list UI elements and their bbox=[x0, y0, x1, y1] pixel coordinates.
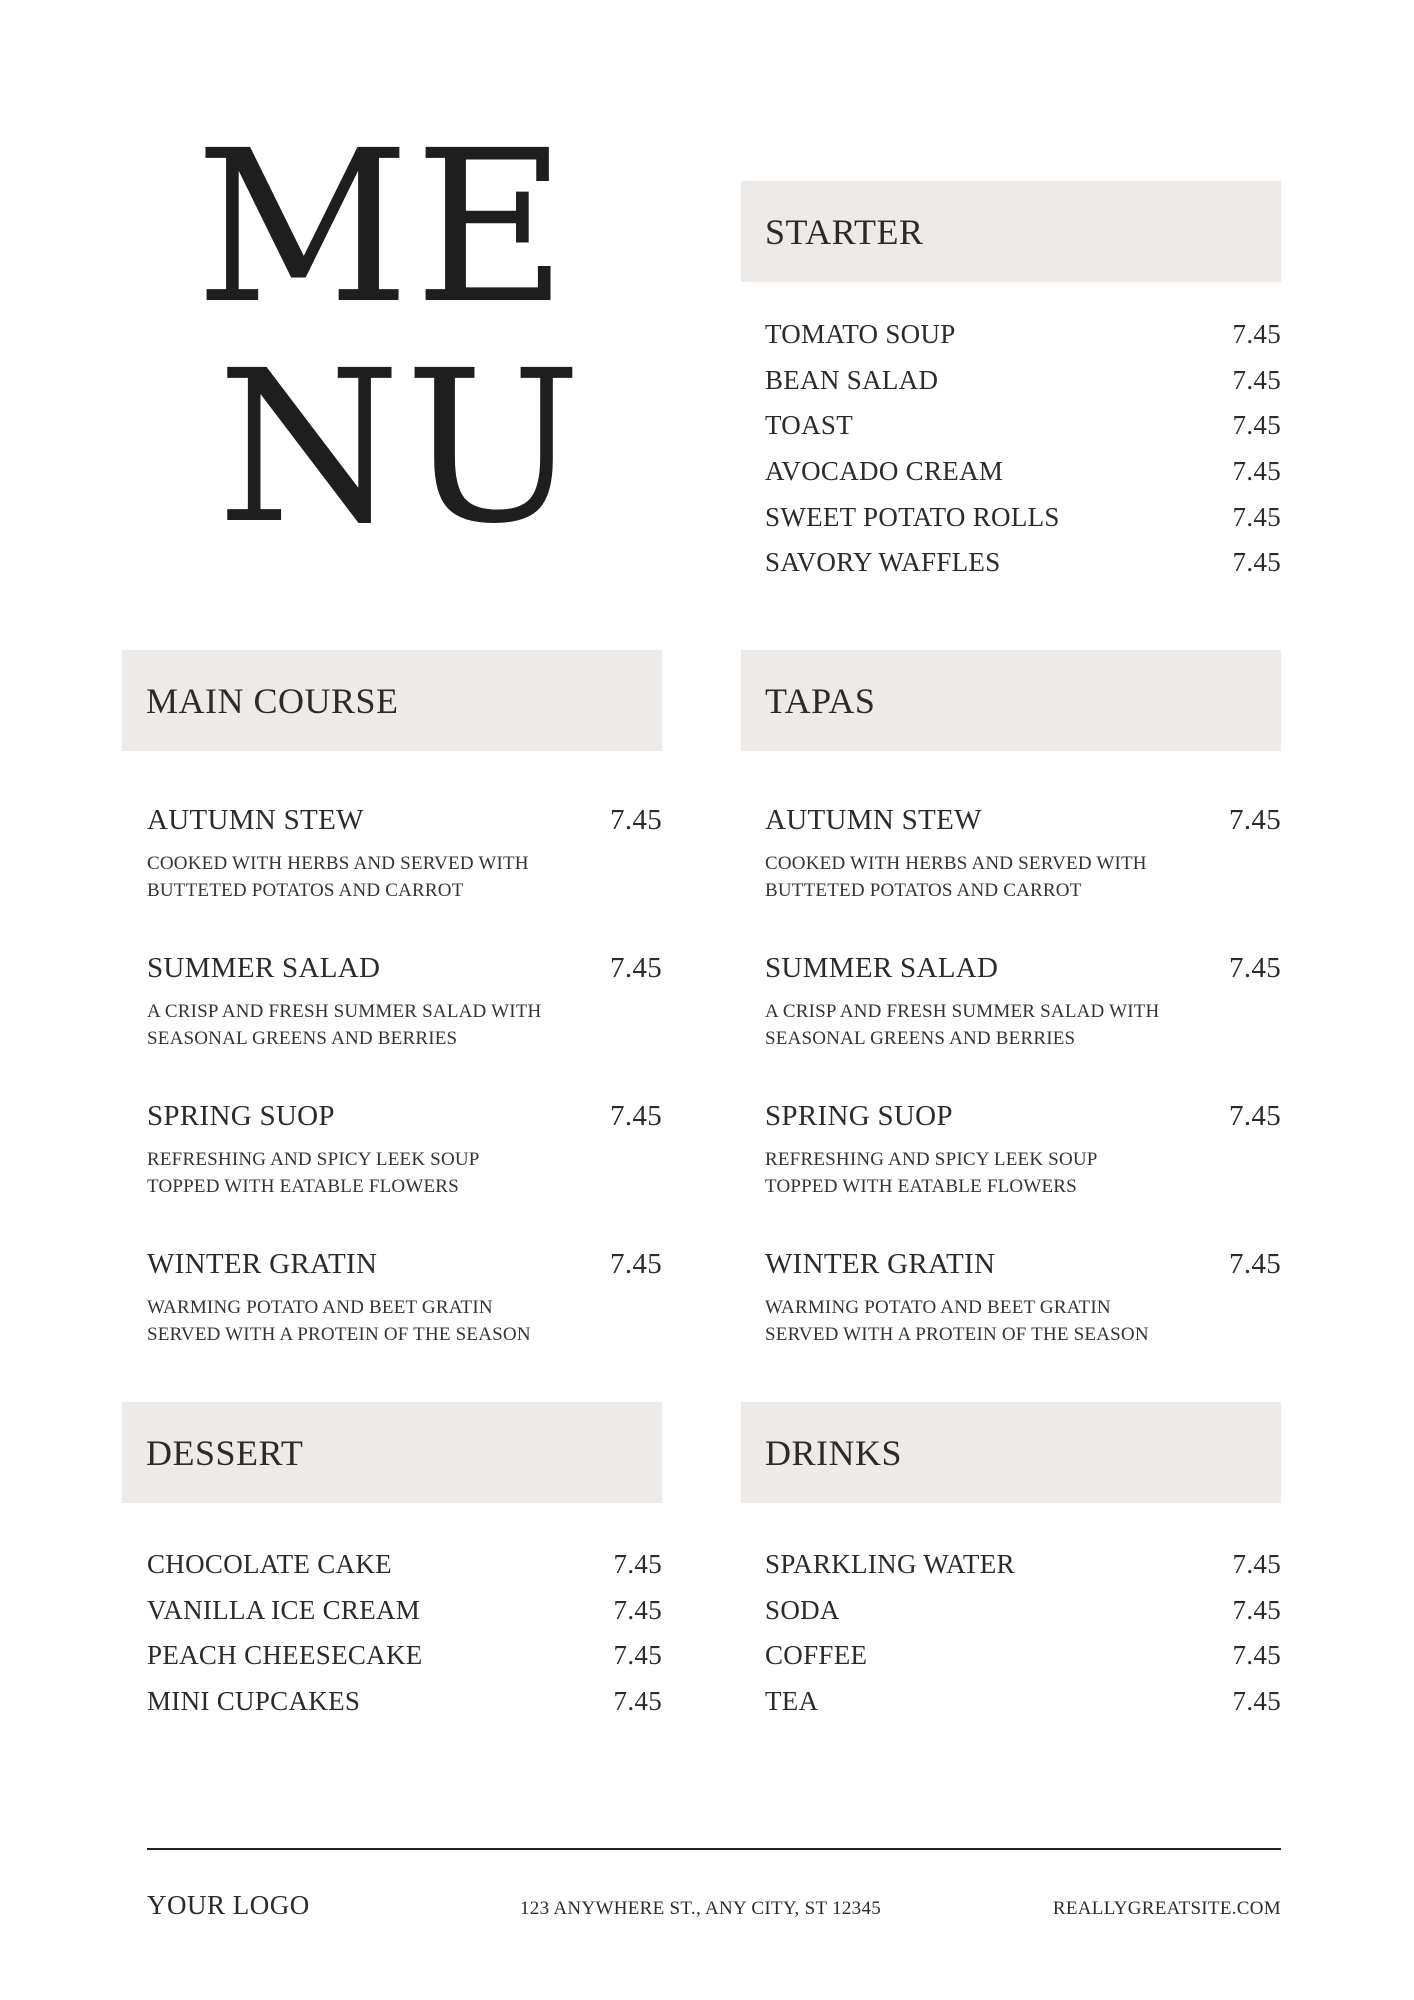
item-name: AUTUMN STEW bbox=[765, 803, 982, 836]
item-description: COOKED WITH HERBS AND SERVED WITH BUTTETED POTATOS AND CARROT bbox=[147, 853, 529, 901]
item-name: SPRING SUOP bbox=[147, 1099, 335, 1132]
item-price: 7.45 bbox=[613, 1686, 662, 1717]
list-item bbox=[765, 1098, 1281, 1246]
item-price: 7.45 bbox=[613, 1640, 662, 1671]
item-description: A CRISP AND FRESH SUMMER SALAD WITH SEASONAL GREENS AND BERRIES bbox=[147, 1001, 542, 1049]
tapas-list bbox=[765, 802, 1281, 1394]
menu-title bbox=[195, 105, 586, 570]
item-name: SODA bbox=[765, 1594, 840, 1625]
list-item bbox=[765, 1542, 1281, 1588]
item-price: 7.45 bbox=[1229, 803, 1281, 836]
item-name: SWEET POTATO ROLLS bbox=[765, 501, 1060, 532]
footer-address: 123 ANYWHERE ST., ANY CITY, ST 12345 bbox=[520, 1898, 882, 1919]
item-name: SPRING SUOP bbox=[765, 1099, 953, 1132]
item-price: 7.45 bbox=[610, 803, 662, 836]
starter-header bbox=[741, 181, 1281, 282]
item-description: COOKED WITH HERBS AND SERVED WITH BUTTETED POTATOS AND CARROT bbox=[765, 853, 1147, 901]
list-item bbox=[765, 403, 1281, 449]
item-name: TOAST bbox=[765, 410, 854, 441]
drinks-header bbox=[741, 1402, 1281, 1503]
item-description: REFRESHING AND SPICY LEEK SOUP TOPPED WITH EATABLE FLOWERS bbox=[765, 1149, 1098, 1197]
item-name: AUTUMN STEW bbox=[147, 803, 364, 836]
list-item bbox=[765, 1633, 1281, 1679]
item-price: 7.45 bbox=[610, 1247, 662, 1280]
item-price: 7.45 bbox=[1232, 1594, 1281, 1625]
list-item bbox=[147, 1542, 662, 1588]
tapas-heading: TAPAS bbox=[765, 680, 876, 721]
item-name: CHOCOLATE CAKE bbox=[147, 1549, 392, 1580]
item-price: 7.45 bbox=[1232, 456, 1281, 487]
item-price: 7.45 bbox=[610, 951, 662, 984]
item-name: WINTER GRATIN bbox=[147, 1247, 378, 1280]
list-item bbox=[147, 802, 662, 950]
item-name: MINI CUPCAKES bbox=[147, 1686, 361, 1717]
item-price: 7.45 bbox=[1229, 1247, 1281, 1280]
list-item bbox=[765, 802, 1281, 950]
list-item bbox=[765, 950, 1281, 1098]
footer-logo: YOUR LOGO bbox=[147, 1890, 310, 1920]
dessert-heading: DESSERT bbox=[146, 1432, 304, 1473]
menu-title-line-1: ME bbox=[195, 105, 572, 350]
main-course-list bbox=[147, 802, 662, 1394]
list-item bbox=[147, 1246, 662, 1394]
list-item bbox=[765, 540, 1281, 586]
dessert-list bbox=[147, 1542, 662, 1724]
list-item bbox=[765, 1679, 1281, 1725]
item-price: 7.45 bbox=[1229, 951, 1281, 984]
list-item bbox=[147, 1588, 662, 1634]
list-item bbox=[765, 1246, 1281, 1394]
starter-heading: STARTER bbox=[765, 211, 924, 252]
item-price: 7.45 bbox=[1232, 319, 1281, 350]
item-description: WARMING POTATO AND BEET GRATIN SERVED WITH A PROTEIN OF THE SEASON bbox=[765, 1297, 1149, 1345]
starter-list bbox=[765, 312, 1281, 586]
item-price: 7.45 bbox=[1232, 1549, 1281, 1580]
item-price: 7.45 bbox=[1232, 410, 1281, 441]
item-price: 7.45 bbox=[613, 1594, 662, 1625]
dessert-header bbox=[122, 1402, 662, 1503]
item-price: 7.45 bbox=[1229, 1099, 1281, 1132]
item-name: COFFEE bbox=[765, 1640, 868, 1671]
item-description: REFRESHING AND SPICY LEEK SOUP TOPPED WITH EATABLE FLOWERS bbox=[147, 1149, 480, 1197]
list-item bbox=[147, 1633, 662, 1679]
list-item bbox=[147, 1679, 662, 1725]
item-name: WINTER GRATIN bbox=[765, 1247, 996, 1280]
item-name: PEACH CHEESECAKE bbox=[147, 1640, 423, 1671]
footer-website: REALLYGREATSITE.COM bbox=[1052, 1898, 1281, 1919]
item-price: 7.45 bbox=[1232, 547, 1281, 578]
menu-title-line-2: NU bbox=[217, 325, 586, 570]
item-price: 7.45 bbox=[1232, 364, 1281, 395]
item-description: A CRISP AND FRESH SUMMER SALAD WITH SEASONAL GREENS AND BERRIES bbox=[765, 1001, 1160, 1049]
item-name: SUMMER SALAD bbox=[147, 951, 381, 984]
item-description: WARMING POTATO AND BEET GRATIN SERVED WITH A PROTEIN OF THE SEASON bbox=[147, 1297, 531, 1345]
list-item bbox=[765, 1588, 1281, 1634]
drinks-heading: DRINKS bbox=[765, 1432, 903, 1473]
item-name: SPARKLING WATER bbox=[765, 1549, 1015, 1580]
item-price: 7.45 bbox=[610, 1099, 662, 1132]
drinks-list bbox=[765, 1542, 1281, 1724]
item-price: 7.45 bbox=[1232, 1686, 1281, 1717]
main-course-heading: MAIN COURSE bbox=[146, 680, 399, 721]
list-item bbox=[147, 1098, 662, 1246]
item-name: SUMMER SALAD bbox=[765, 951, 999, 984]
list-item bbox=[765, 312, 1281, 358]
item-price: 7.45 bbox=[1232, 501, 1281, 532]
footer-divider bbox=[147, 1848, 1281, 1850]
item-name: VANILLA ICE CREAM bbox=[147, 1594, 421, 1625]
tapas-header bbox=[741, 650, 1281, 751]
item-name: SAVORY WAFFLES bbox=[765, 547, 1001, 578]
item-price: 7.45 bbox=[1232, 1640, 1281, 1671]
list-item bbox=[147, 950, 662, 1098]
item-price: 7.45 bbox=[613, 1549, 662, 1580]
list-item bbox=[765, 358, 1281, 404]
main-course-header bbox=[122, 650, 662, 751]
item-name: AVOCADO CREAM bbox=[765, 456, 1004, 487]
item-name: TOMATO SOUP bbox=[765, 319, 956, 350]
item-name: BEAN SALAD bbox=[765, 364, 939, 395]
list-item bbox=[765, 494, 1281, 540]
item-name: TEA bbox=[765, 1686, 819, 1717]
list-item bbox=[765, 449, 1281, 495]
